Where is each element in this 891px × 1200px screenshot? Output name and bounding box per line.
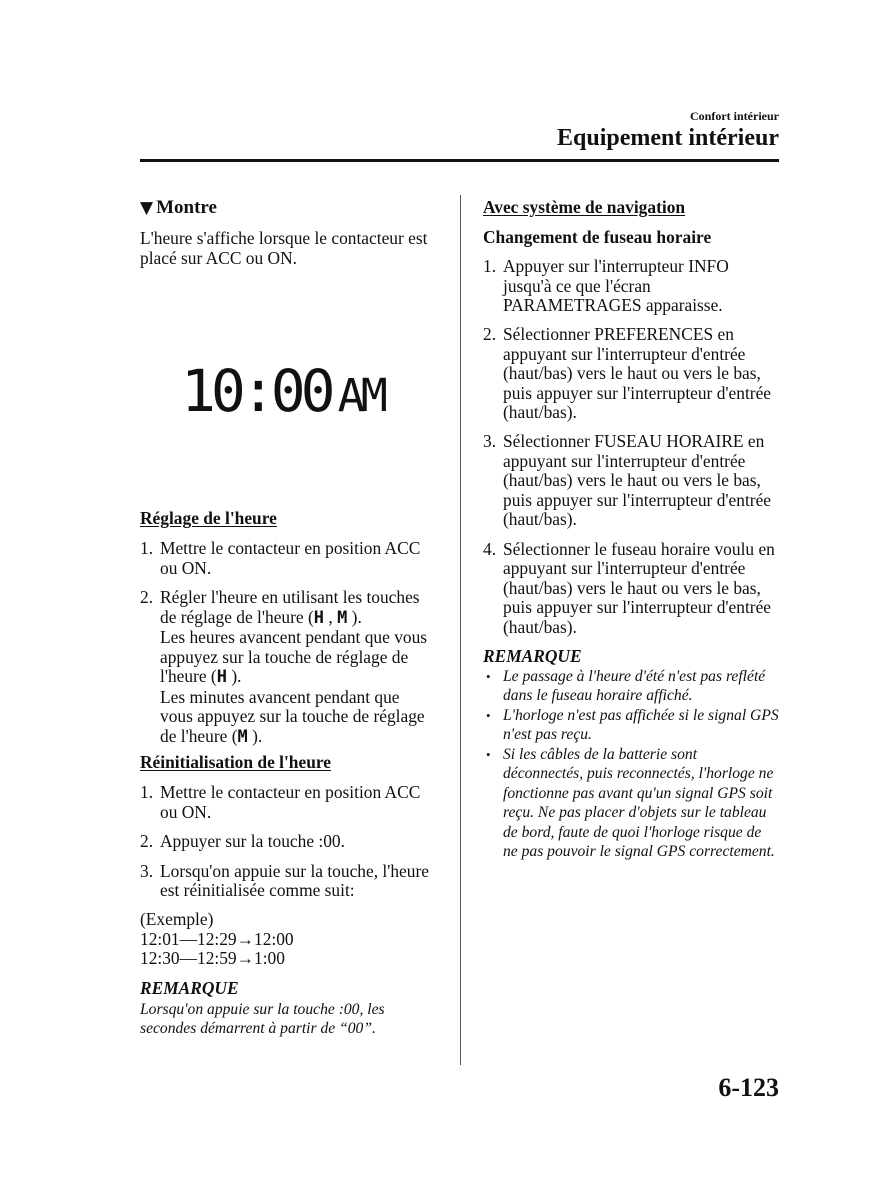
- note-label: REMARQUE: [483, 646, 582, 666]
- step-text-part: ). Les heures avancent pendant que vous appuyez sur la touche de réglage de l'heure (: [160, 606, 428, 686]
- note-bullet-text: Si les câbles de la batterie sont déconnectés, puis reconnectés, l'horloge ne fonctionne pas avant qu'un signal GPS soit reçu. Ne pas placer d'objets sur le tableau de bord, faute de quoi l'horloge risque de ne pas pouvoir le signal GPS correctement.: [503, 745, 775, 861]
- column-divider: [460, 195, 461, 1065]
- example-block: (Exemple) 12:01—12:29→12:00 12:30—12:59→1:00: [140, 909, 294, 968]
- list-item: [483, 432, 780, 530]
- note-bullet-text: L'horloge n'est pas affichée si le signal GPS n'est pas reçu.: [503, 706, 779, 744]
- note-label: REMARQUE: [140, 978, 239, 998]
- reset-steps: [140, 783, 445, 901]
- step-text: Sélectionner FUSEAU HORAIRE en appuyant sur l'interrupteur d'entrée (haut/bas) vers le haut ou vers le bas, puis appuyer sur l'interrupteur d'entrée (haut/bas).: [503, 431, 772, 530]
- step-text: [160, 588, 427, 747]
- minute-key-icon: M: [237, 726, 248, 747]
- step-text: Appuyer sur l'interrupteur INFO jusqu'à ce que l'écran PARAMETRAGES apparaisse.: [503, 256, 729, 315]
- note-bullet-item: [483, 745, 780, 862]
- list-item: [140, 832, 445, 852]
- step-number: 3.: [483, 431, 497, 452]
- step-text: Sélectionner le fuseau horaire voulu en appuyant sur l'interrupteur d'entrée (haut/bas) vers le haut ou vers le bas, puis appuyer sur l'interrupteur d'entrée (haut/bas).: [503, 538, 775, 637]
- step-text-part: ).: [247, 725, 263, 746]
- header-rule: [140, 159, 779, 162]
- step-number: 2.: [140, 831, 154, 851]
- navigation-heading: Avec système de navigation: [483, 197, 686, 217]
- montre-heading: [140, 197, 217, 220]
- step-number: 4.: [483, 538, 497, 559]
- list-item: [483, 540, 780, 638]
- clock-period: AM: [337, 369, 384, 422]
- list-item: [140, 539, 445, 578]
- list-item: [140, 588, 445, 747]
- step-number: 1.: [140, 782, 154, 802]
- intro-paragraph: L'heure s'affiche lorsque le contacteur est placé sur ACC ou ON.: [140, 228, 428, 268]
- step-number: 1.: [483, 256, 497, 276]
- step-text-part: ). Les minutes avancent pendant que vous appuyez sur la touche de réglage de l'heure (: [160, 666, 425, 746]
- clock-display: [181, 357, 384, 425]
- list-item: [483, 325, 780, 423]
- hour-key-icon: H: [216, 667, 227, 687]
- clock-time: 10:00: [181, 357, 331, 425]
- setting-heading: Réglage de l'heure: [140, 508, 277, 528]
- minute-key-icon: M: [337, 607, 348, 628]
- page-number: 6-123: [718, 1073, 779, 1102]
- timezone-subheading: Changement de fuseau horaire: [483, 227, 712, 247]
- reset-heading: Réinitialisation de l'heure: [140, 752, 331, 772]
- step-text: Lorsqu'on appuie sur la touche, l'heure est réinitialisée comme suit:: [160, 860, 429, 900]
- hour-key-icon: H: [313, 607, 325, 628]
- note-bullet-list: [483, 667, 780, 862]
- step-number: 2.: [140, 587, 154, 607]
- note-text: Lorsqu'on appuie sur la touche :00, les secondes démarrent à partir de “00”.: [140, 1001, 385, 1038]
- step-text-part: ,: [324, 606, 338, 627]
- step-text: Mettre le contacteur en position ACC ou ON.: [160, 538, 421, 578]
- step-text: Sélectionner PREFERENCES en appuyant sur l'interrupteur d'entrée (haut/bas) vers le haut ou vers le bas, puis appuyer sur l'interrupteur d'entrée (haut/bas).: [503, 324, 772, 423]
- step-number: 2.: [483, 324, 497, 345]
- bullet-icon: •: [486, 746, 491, 762]
- montre-title: Montre: [156, 197, 217, 218]
- step-number: 1.: [140, 538, 154, 558]
- list-item: [483, 257, 780, 316]
- note-bullet-item: [483, 706, 780, 745]
- setting-steps: [140, 539, 445, 747]
- note-bullet-item: [483, 667, 780, 706]
- list-item: [140, 783, 445, 822]
- step-text-part: Régler l'heure en utilisant les touches de réglage de l'heure (: [160, 587, 420, 627]
- down-triangle-icon: ▼: [140, 198, 154, 218]
- timezone-steps: [483, 257, 780, 637]
- step-text: Appuyer sur la touche :00.: [160, 831, 345, 851]
- note-bullet-text: Le passage à l'heure d'été n'est pas reflété dans le fuseau horaire affiché.: [503, 668, 766, 705]
- section-header: Confort intérieur: [690, 109, 779, 123]
- page-title: Equipement intérieur: [557, 125, 779, 151]
- list-item: [140, 862, 445, 901]
- step-number: 3.: [140, 860, 154, 881]
- bullet-icon: •: [486, 669, 491, 684]
- bullet-icon: •: [486, 707, 491, 723]
- step-text: Mettre le contacteur en position ACC ou ON.: [160, 782, 421, 822]
